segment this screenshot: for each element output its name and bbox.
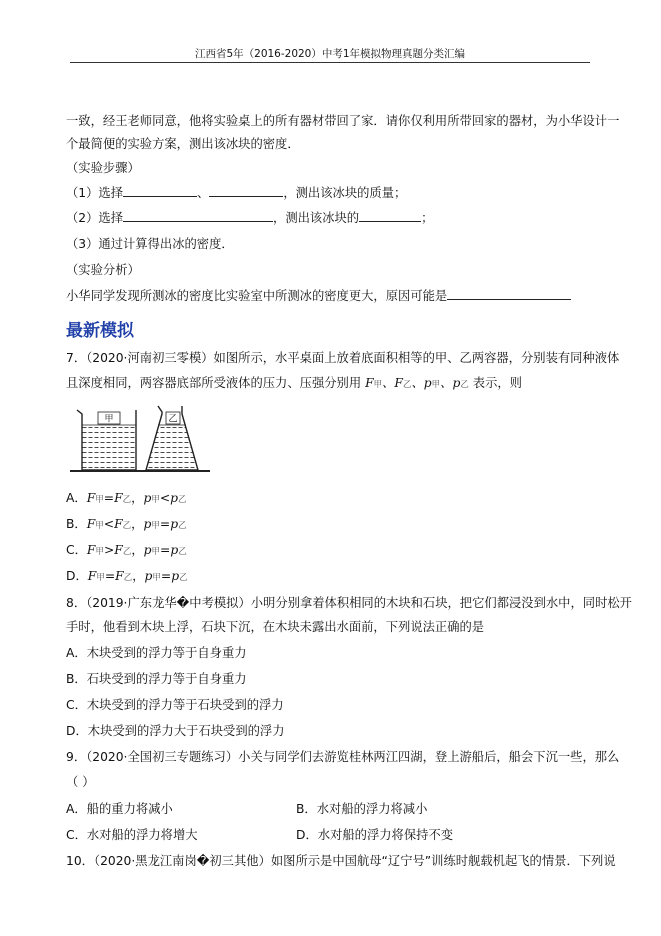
q8-option-b[interactable]: B．石块受到的浮力等于自身重力 — [66, 672, 247, 686]
step-1-text-a: （1）选择 — [66, 186, 124, 200]
q9-option-b[interactable]: B．水对船的浮力将减小 — [296, 802, 428, 816]
blank-1a[interactable] — [123, 185, 197, 197]
q9-option-a[interactable]: A．船的重力将减小 — [66, 802, 173, 816]
step-2-text-c: ； — [421, 211, 434, 225]
option-letter: D． — [66, 569, 88, 583]
option-relation-force: = — [104, 569, 116, 583]
q7-symbols: F甲、F乙、p甲、p乙 — [365, 376, 469, 390]
label-jia: 甲 — [104, 414, 114, 425]
q8-option-c[interactable]: C．木块受到的浮力等于石块受到的浮力 — [66, 698, 284, 712]
intro-line-1: 一致，经王老师同意，他将实验桌上的所有器材带回了家．请你仅利用所带回家的器材，为小华设计一 — [66, 114, 620, 128]
q7-option-b[interactable]: B．F甲<F乙，p甲=p乙 — [66, 517, 187, 531]
q7-option-c[interactable]: C．F甲>F乙，p甲=p乙 — [66, 543, 187, 557]
intro-line-2: 个最简便的实验方案，测出该冰块的密度． — [66, 137, 300, 151]
blank-analysis[interactable] — [447, 288, 571, 300]
q7-line-2 — [66, 375, 522, 393]
label-yi: 乙 — [168, 414, 178, 425]
step-1-text-c: ，测出该冰块的质量； — [283, 186, 407, 200]
option-letter: A． — [66, 491, 87, 505]
option-letter: C． — [66, 543, 87, 557]
blank-2b[interactable] — [359, 210, 421, 222]
q8-option-d[interactable]: D．木块受到的浮力大于石块受到的浮力 — [66, 724, 285, 738]
q7-line-1: 7．（2020·河南初三零模）如图所示，水平桌面上放着底面积相等的甲、乙两容器，分别装有同种液体 — [66, 351, 620, 365]
option-relation-force: = — [103, 491, 115, 505]
q10-line-1: 10．（2020·黑龙江南岗�初三其他）如图所示是中国航母“辽宁号”训练时舰载机起飞的情景．下列说 — [66, 854, 616, 868]
page-header: 江西省5年（2016-2020）中考1年模拟物理真题分类汇编 — [194, 48, 466, 60]
option-relation-force: > — [103, 543, 115, 557]
q7-text-b: 表示，则 — [472, 376, 522, 390]
analysis-title: （实验分析） — [66, 263, 140, 277]
section-title: 最新模拟 — [66, 321, 134, 341]
option-relation-force: < — [103, 517, 115, 531]
q9-line-2: （ ） — [66, 775, 95, 789]
blank-2a[interactable] — [123, 210, 273, 222]
q9-line-1: 9．（2020·全国初三专题练习）小关与同学们去游览桂林两江四湖，登上游船后，船会下沉一些，那么 — [66, 750, 620, 764]
option-letter: B． — [66, 517, 87, 531]
analysis-line — [66, 288, 571, 304]
blank-1b[interactable] — [209, 185, 283, 197]
q8-option-a[interactable]: A．木块受到的浮力等于自身重力 — [66, 646, 247, 660]
q7-option-d[interactable]: D．F甲=F乙，p甲=p乙 — [66, 569, 188, 583]
q9-option-d[interactable]: D．水对船的浮力将保持不变 — [296, 828, 454, 842]
step-2-text-a: （2）选择 — [66, 211, 124, 225]
q8-line-2: 手时，他看到木块上浮，石块下沉，在木块未露出水面前，下列说法正确的是 — [66, 620, 485, 634]
option-relation-pressure: = — [160, 569, 172, 583]
q7-figure — [70, 400, 210, 484]
steps-title: （实验步骤） — [66, 161, 140, 175]
q7-option-a[interactable]: A．F甲=F乙，p甲<p乙 — [66, 491, 187, 505]
analysis-text: 小华同学发现所测冰的密度比实验室中所测冰的密度更大，原因可能是 — [66, 289, 448, 303]
step-3: （3）通过计算得出冰的密度． — [66, 237, 234, 251]
option-relation-pressure: = — [160, 543, 171, 557]
step-1 — [66, 185, 406, 201]
q9-option-c[interactable]: C．水对船的浮力将增大 — [66, 828, 198, 842]
option-relation-pressure: = — [159, 517, 171, 531]
step-1-text-b: 、 — [197, 186, 210, 200]
option-relation-pressure: < — [159, 491, 171, 505]
step-2-text-b: ，测出该冰块的 — [273, 211, 360, 225]
q8-line-1: 8．（2019·广东龙华�中考模拟）小明分别拿着体积相同的木块和石块，把它们都浸没到水中，同时松开 — [66, 596, 632, 610]
header-rule — [70, 62, 590, 63]
q7-text-a: 且深度相同，两容器底部所受液体的压力、压强分别用 — [66, 376, 362, 390]
step-2 — [66, 210, 433, 226]
